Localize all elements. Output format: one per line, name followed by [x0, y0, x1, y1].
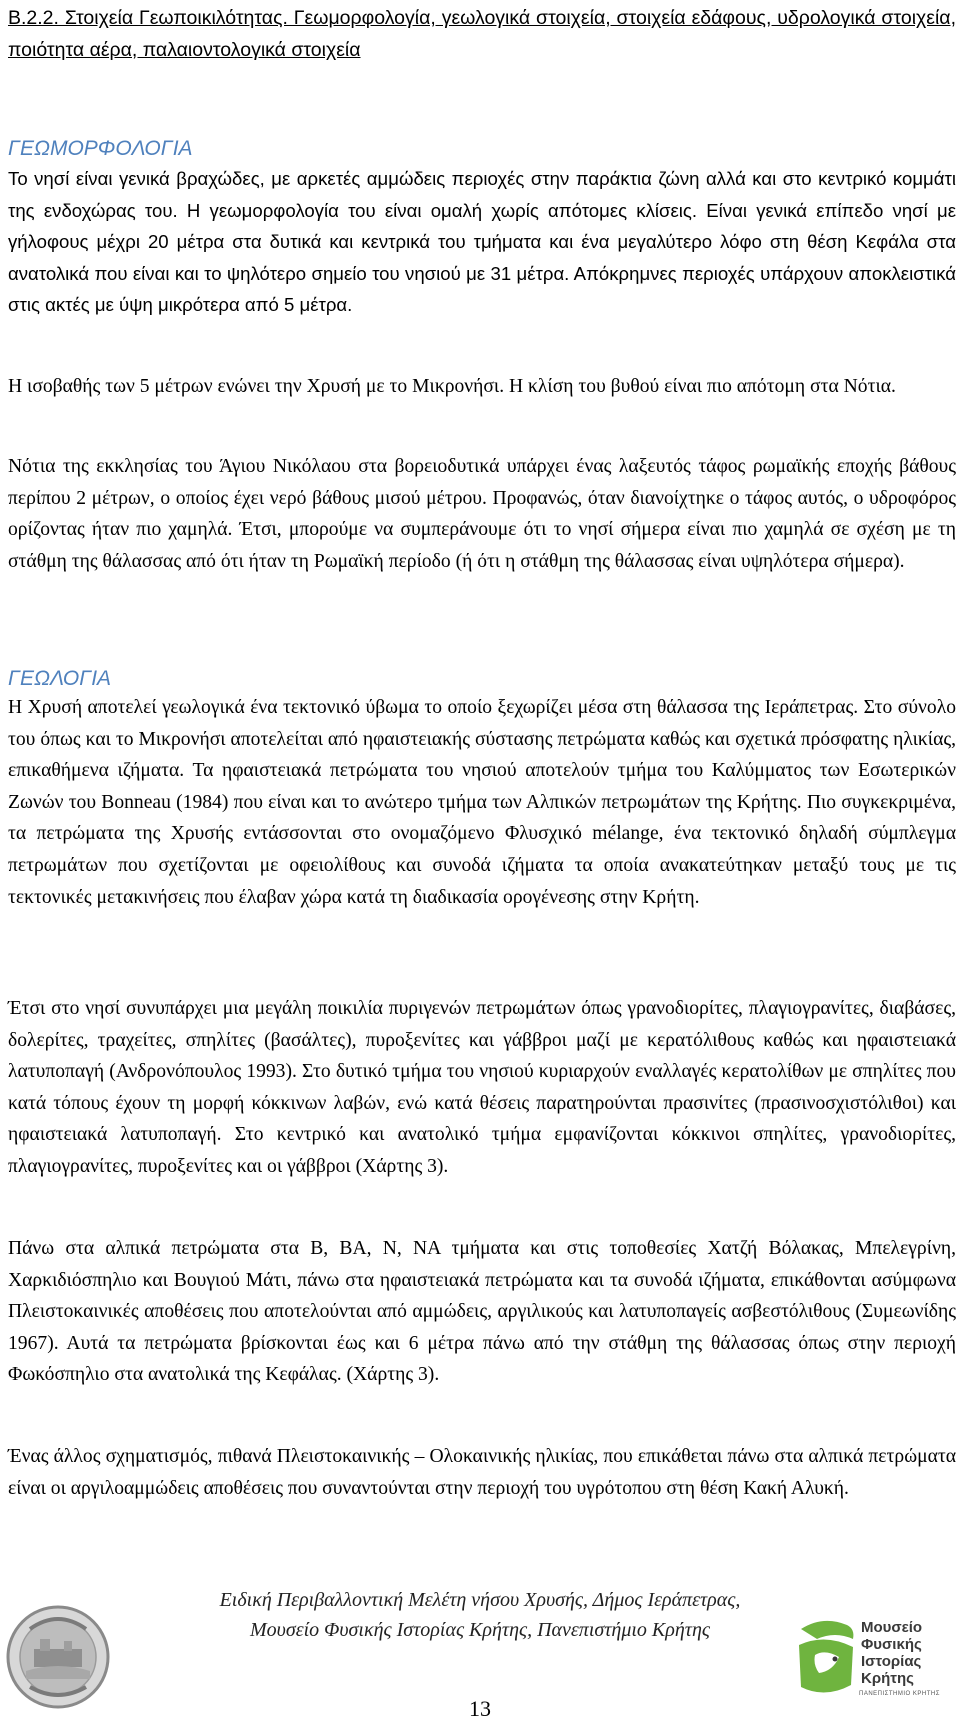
footer-line-1: Ειδική Περιβαλλοντική Μελέτη νήσου Χρυσής, Δήμος Ιεράπετρας, [219, 1589, 741, 1611]
museum-name-line: Κρήτης [861, 1670, 914, 1687]
museum-name-line: Ιστορίας [861, 1653, 922, 1670]
geomorphology-paragraph: Το νησί είναι γενικά βραχώδες, με αρκετές αμμώδεις περιοχές στην παράκτια ζώνη αλλά και στο κεντρικό κομμάτι της ενδοχώρας του. Η γεωμορφολογία του είναι ομαλή χωρίς απότομες κλίσεις. Είναι γενικά επίπεδο νησί με γήλοφους μέχρι 20 μέτρα στα δυτικά και κεντρικά του τμήματα και ένα μεγαλύτερο λόφο στη θέση Κεφάλα στα ανατολικά που είναι και το ψηλότερο σημείο του νησιού με 31 μέτρα. Απόκρημνες περιοχές υπάρχουν αποκλειστικά στις ακτές με ύψη μικρότερα από 5 μέτρα. [8, 168, 956, 316]
footer-line-2: Μουσείο Φυσικής Ιστορίας Κρήτης, Πανεπιστήμιο Κρήτης [250, 1619, 710, 1641]
museum-bird-icon [795, 1615, 859, 1699]
geology-paragraph: Έτσι στο νησί συνυπάρχει μια μεγάλη ποικιλία πυριγενών πετρωμάτων όπως γρανοδιορίτες, πλαγιογρανίτες, διαβάσες, δολερίτες, τραχείτες, σπηλίτες (βασάλτες), πυροξενίτες και γάββροι μαζί με κερατόλιθους καθώς και ηφαιστειακά λατυποπαγή (Ανδρονόπουλος 1993). Στο δυτικό τμήμα του νησιού κυριαρχούν εναλλαγές κερατολίθων με σπηλίτες που κατά τόπους έχουν τη μορφή κόκκινων λαβών, ενώ κατά θέσεις παρατηρούνται πρασινίτες (πρασινοσχιστόλιθοι) και ηφαιστειακά λατυποπαγή. Στο κεντρικό και ανατολικό τμήμα εμφανίζονται κόκκινοι σπηλίτες, γρανοδιορίτες, πλαγιογρανίτες, πυροξενίτες και οι γάββροι (Χάρτης 3). [8, 998, 956, 1177]
footer-credits [160, 1585, 800, 1645]
geology-paragraph: Πάνω στα αλπικά πετρώματα στα Β, ΒΑ, Ν, ΝΑ τμήματα και στις τοποθεσίες Χατζή Βόλακας, Μπελεγρίνη, Χαρκιδιόσπηλιο και Βουγιού Μάτι, πάνω στα ηφαιστειακά πετρώματα και τα συνοδά ιζήματα, επικάθονται ασύμφωνα Πλειστοκαινικές αποθέσεις που αποτελούνται από αμμώδεις, αργιλικούς και λατυποπαγείς ασβεστόλιθους (Συμεωνίδης 1967). Αυτά τα πετρώματα βρίσκονται έως και 6 μέτρα πάνω από την στάθμη της θάλασσας όπως στην περιοχή Φωκόσπηλιο στα ανατολικά της Κεφάλας. (Χάρτης 3). [8, 1238, 956, 1386]
geology-title: ΓΕΩΛΟΓΙΑ [8, 667, 112, 690]
section-heading: Β.2.2. Στοιχεία Γεωποικιλότητας. Γεωμορφολογία, γεωλογικά στοιχεία, στοιχεία εδάφους, υδρολογικά στοιχεία, ποιότητα αέρα, παλαιοντολογικά στοιχεία [8, 7, 956, 61]
museum-name [861, 1619, 922, 1687]
geomorphology-title: ΓΕΩΜΟΡΦΟΛΟΓΙΑ [8, 137, 193, 160]
geology-paragraph: Η Χρυσή αποτελεί γεωλογικά ένα τεκτονικό ύβωμα το οποίο ξεχωρίζει μέσα στη θάλασσα της Ιεράπετρας. Στο σύνολο του όπως και το Μικρονήσι αποτελείται από ηφαιστειακής σύστασης πετρώματα καθώς και σχετικά πρόσφατης ηλικίας, επικαθήμενα ιζήματα. Τα ηφαιστειακά πετρώματα του νησιού αποτελούν τμήμα του Καλύμματος των Εσωτερικών Ζωνών του Bonneau (1984) που είναι και το ανώτερο τμήμα των Αλπικών πετρωμάτων της Κρήτης. Πιο συγκεκριμένα, τα πετρώματα της Χρυσής εντάσσονται στο ονομαζόμενο Φλυσχικό mélange, ένα τεκτονικό δηλαδή σύμπλεγμα πετρωμάτων που σχετίζονται με οφειολίθους και συνοδά ιζήματα τα οποία ανακατεύτηκαν μεταξύ τους με τις τεκτονικές μετακινήσεις που έλαβαν χώρα κατά τη διαδικασία ορογένεσης στην Κρήτη. [8, 697, 956, 908]
page-number: 13 [469, 1696, 491, 1721]
geology-paragraph: Ένας άλλος σχηματισμός, πιθανά Πλειστοκαινικής – Ολοκαινικής ηλικίας, που επικάθεται πάνω στα αλπικά πετρώματα είναι οι αργιλοαμμώδεις αποθέσεις που συναντούνται στην περιοχή του υγρότοπου στη θέση Κακή Αλυκή. [8, 1446, 956, 1499]
geomorphology-paragraph: Νότια της εκκλησίας του Άγιου Νικόλαου στα βορειοδυτικά υπάρχει ένας λαξευτός τάφος ρωμαϊκής εποχής βάθους περίπου 2 μέτρων, ο οποίος έχει νερό βάθους μισού μέτρου. Προφανώς, όταν διανοίχτηκε ο τάφος αυτός, ο υδροφόρος ορίζοντας ήταν πιο χαμηλά. Έτσι, μπορούμε να συμπεράνουμε ότι το νησί σήμερα είναι πιο χαμηλά σε σχέση με τη στάθμη της θάλασσας από ότι ήταν τη Ρωμαϊκή περίοδο (ή ότι η στάθμη της θάλασσας είναι υψηλότερα σήμερα). [8, 456, 956, 572]
museum-subtitle: ΠΑΝΕΠΙΣΤΗΜΙΟ ΚΡΗΤΗΣ [859, 1691, 940, 1697]
museum-name-line: Μουσείο [861, 1619, 923, 1636]
museum-name-line: Φυσικής [861, 1636, 922, 1653]
geomorphology-paragraph: Η ισοβαθής των 5 μέτρων ενώνει την Χρυσή με το Μικρονήσι. Η κλίση του βυθού είναι πιο απότομη στα Νότια. [8, 376, 896, 397]
museum-logo [795, 1615, 945, 1705]
page-footer [0, 1585, 960, 1725]
